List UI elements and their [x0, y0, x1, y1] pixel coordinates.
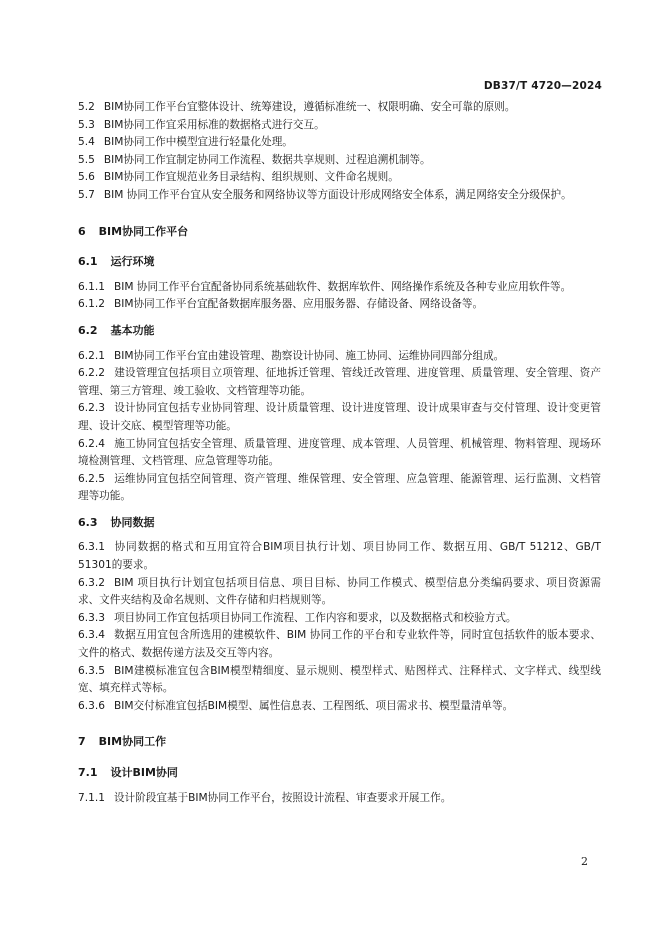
clause-text: BIM协同工作平台宜整体设计、统筹建设，遵循标准统一、权限明确、安全可靠的原则。 [103, 101, 516, 113]
clause-number: 5.2 [78, 101, 95, 113]
clause-number: 6.1.1 [78, 280, 105, 293]
clause-text: 设计阶段宜基于BIM协同工作平台，按照设计流程、审查要求开展工作。 [113, 791, 452, 804]
clause-text: BIM 项目执行计划宜包括项目信息、项目目标、协同工作模式、模型信息分类编码要求、项目资源需求、文件夹结构及命名规则、文件存储和归档规则等。 [78, 576, 601, 607]
clause-paragraph [78, 152, 601, 170]
section-heading [78, 733, 601, 751]
clause-text: 基本功能 [110, 323, 155, 337]
clause-paragraph [78, 575, 601, 610]
clause-number: 6.3.5 [78, 664, 105, 677]
clause-number: 6.2.2 [78, 367, 105, 380]
clause-text: BIM协同工作宜采用标准的数据格式进行交互。 [103, 118, 325, 131]
clause-text: BIM交付标准宜包括BIM模型、属性信息表、工程图纸、项目需求书、模型量清单等。 [113, 699, 514, 712]
clause-number: 6 [78, 224, 86, 238]
clause-text: BIM 协同工作平台宜配备协同系统基础软件、数据库软件、网络操作系统及各种专业应用软件等。 [113, 280, 572, 293]
clause-number: 6.3.4 [78, 629, 105, 642]
clause-paragraph [78, 187, 601, 205]
page-number: 2 [581, 855, 588, 868]
clause-paragraph [78, 610, 601, 628]
clause-number: 6.2.1 [78, 349, 105, 362]
clause-text: 项目协同工作宜包括项目协同工作流程、工作内容和要求，以及数据格式和校验方式。 [113, 611, 517, 624]
clause-number: 7 [78, 735, 86, 749]
clause-text: 协同数据 [110, 515, 155, 529]
section-heading [78, 223, 601, 241]
clause-number: 7.1 [78, 766, 98, 779]
clause-number: 5.7 [78, 188, 95, 201]
clause-number: 5.6 [78, 171, 95, 184]
subsection-heading [78, 514, 601, 532]
clause-paragraph [78, 539, 601, 574]
clause-number: 6.2.5 [78, 472, 105, 485]
document-code: DB37/T 4720—2024 [483, 80, 602, 92]
clause-paragraph [78, 169, 601, 187]
clause-text: BIM协同工作宜制定协同工作流程、数据共享规则、过程追溯机制等。 [103, 153, 431, 166]
clause-number: 6.2.3 [78, 402, 105, 415]
clause-number: 7.1.1 [78, 791, 105, 804]
clause-text: BIM协同工作中模型宜进行轻量化处理。 [103, 136, 293, 149]
clause-number: 5.5 [78, 153, 95, 166]
clause-text: BIM协同工作平台 [98, 224, 189, 238]
clause-number: 6.2 [78, 323, 98, 337]
clause-paragraph [78, 400, 601, 435]
clause-paragraph [78, 134, 601, 152]
document-body [78, 99, 601, 807]
clause-text: 建设管理宜包括项目立项管理、征地拆迁管理、管线迁改管理、进度管理、质量管理、安全管理、资产管理、第三方管理、竣工验收、文档管理等功能。 [78, 367, 601, 397]
clause-paragraph [78, 99, 601, 117]
clause-paragraph [78, 663, 601, 698]
clause-text: BIM协同工作 [98, 735, 167, 749]
clause-text: BIM 协同工作平台宜从安全服务和网络协议等方面设计形成网络安全体系，满足网络安全分级保护。 [103, 188, 572, 201]
clause-text: 设计协同宜包括专业协同管理、设计质量管理、设计进度管理、设计成果审查与交付管理、设计变更管理、设计交底、模型管理等功能。 [78, 402, 601, 432]
clause-number: 6.3 [78, 515, 98, 529]
clause-number: 6.1 [78, 255, 98, 269]
clause-paragraph [78, 436, 601, 471]
clause-paragraph [78, 279, 601, 297]
clause-number: 6.3.6 [78, 699, 105, 712]
clause-paragraph [78, 117, 601, 135]
clause-text: 数据互用宜包含所选用的建模软件、BIM 协同工作的平台和专业软件等，同时宜包括软件的版本要求、文件的格式、数据传递方法及交互等内容。 [78, 629, 601, 660]
clause-text: 协同数据的格式和互用宜符合BIM项目执行计划、项目协同工作、数据互用、GB/T 51212、GB/T 51301的要求。 [78, 541, 601, 572]
clause-number: 5.4 [78, 136, 95, 149]
clause-number: 5.3 [78, 118, 95, 131]
clause-paragraph [78, 627, 601, 662]
clause-text: 施工协同宜包括安全管理、质量管理、进度管理、成本管理、人员管理、机械管理、物料管理、现场环境检测管理、文档管理、应急管理等功能。 [78, 437, 601, 468]
clause-paragraph [78, 471, 601, 506]
subsection-heading [78, 322, 601, 340]
clause-paragraph [78, 365, 601, 400]
clause-number: 6.3.1 [78, 541, 105, 554]
clause-number: 6.3.2 [78, 576, 105, 589]
clause-text: 运行环境 [110, 255, 155, 269]
clause-paragraph [78, 296, 601, 314]
clause-paragraph [78, 348, 601, 366]
clause-paragraph [78, 698, 601, 716]
clause-number: 6.3.3 [78, 611, 105, 624]
clause-text: BIM协同工作宜规范业务目录结构、组织规则、文件命名规则。 [103, 171, 399, 184]
clause-text: 设计BIM协同 [110, 766, 178, 779]
clause-number: 6.1.2 [78, 298, 105, 311]
subsection-heading [78, 253, 601, 271]
clause-number: 6.2.4 [78, 437, 105, 450]
subsection-heading [78, 764, 601, 782]
clause-paragraph [78, 790, 601, 808]
clause-text: BIM协同工作平台宜配备数据库服务器、应用服务器、存储设备、网络设备等。 [113, 298, 484, 311]
clause-text: BIM建模标准宜包含BIM模型精细度、显示规则、模型样式、贴图样式、注释样式、文字样式、线型线宽、填充样式等标。 [78, 664, 601, 695]
clause-text: 运维协同宜包括空间管理、资产管理、维保管理、安全管理、应急管理、能源管理、运行监测、文档管理等功能。 [78, 472, 601, 503]
clause-text: BIM协同工作平台宜由建设管理、勘察设计协同、施工协同、运维协同四部分组成。 [113, 349, 505, 362]
